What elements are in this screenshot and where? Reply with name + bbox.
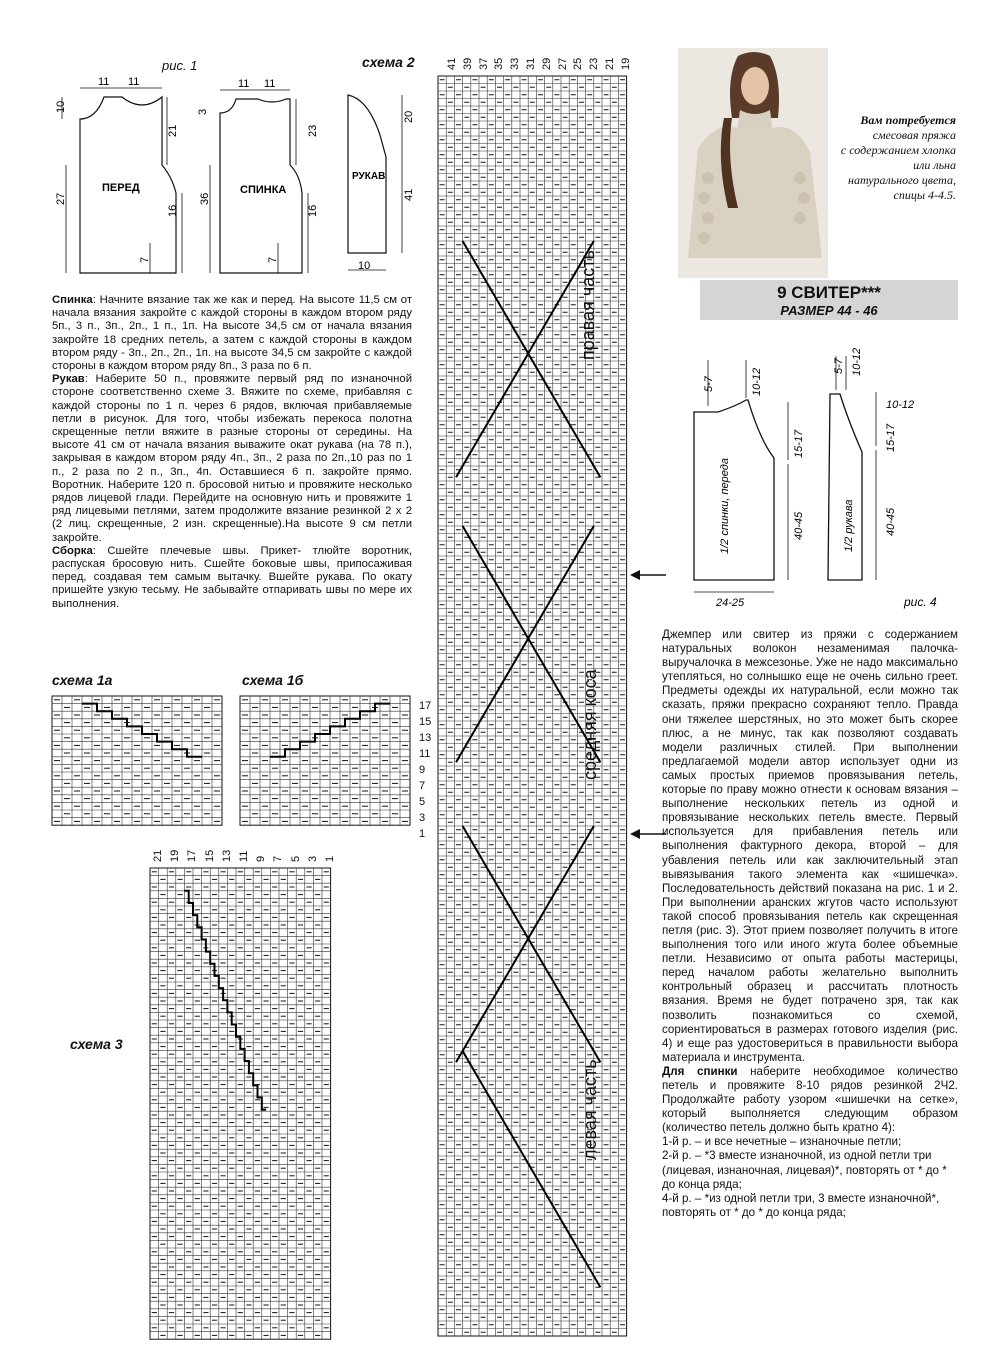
materials-title: Вам потребуется bbox=[860, 113, 956, 127]
row-number: 17 bbox=[419, 700, 432, 712]
r4-sleeve-dim-b: 10-12 bbox=[851, 347, 863, 376]
scheme-1b-caption: схема 1б bbox=[242, 672, 304, 688]
back-dim-height: 36 bbox=[199, 192, 211, 205]
ris4-caption: рис. 4 bbox=[904, 595, 937, 609]
row-number: 9 bbox=[419, 764, 426, 776]
materials-line: с содержанием хлопка bbox=[840, 143, 956, 157]
r4-sleeve-dim-a: 5-7 bbox=[833, 358, 845, 374]
sleeve-label: РУКАВ bbox=[352, 171, 386, 182]
column-number: 11 bbox=[238, 850, 250, 862]
schema2-caption: схема 2 bbox=[362, 54, 415, 70]
scheme-3-column-numbers bbox=[152, 846, 336, 864]
scheme-3-chart bbox=[148, 866, 338, 1341]
scheme-1a-caption: схема 1а bbox=[52, 672, 113, 688]
scheme-2-chart bbox=[436, 74, 636, 1344]
column-number: 21 bbox=[604, 57, 616, 70]
back-dim-bottom: 7 bbox=[267, 256, 279, 263]
row-instruction: 4-й р. – *из одной петли три, 3 вместе изнаночной*, повторять от * до * до конца ряда; bbox=[662, 1191, 940, 1219]
r4-sleeve-dim-c: 10-12 bbox=[886, 399, 915, 411]
scheme-1-row-numbers bbox=[419, 700, 431, 840]
back-paragraph: Для спинки наберите необходимое количество петель и провяжите 8-10 рядов резинкой 2Ч2. Продолжайте работу узором «шишечки на сетке», который выполняется следующим образом (количество петель должно быть кратно 4): bbox=[662, 1064, 958, 1135]
r4-sleeve-dim-e: 40-45 bbox=[885, 507, 897, 536]
column-number: 29 bbox=[540, 57, 553, 70]
r4-front-dim-a: 5-7 bbox=[703, 376, 715, 392]
pattern-title: 9 СВИТЕР*** bbox=[777, 283, 881, 302]
front-dim-top2: 11 bbox=[128, 76, 140, 88]
left-instructions bbox=[52, 294, 412, 611]
column-number: 27 bbox=[556, 57, 569, 70]
arrow-marker-upper bbox=[630, 568, 666, 582]
back-dim-top2: 11 bbox=[264, 78, 276, 90]
row-number: 1 bbox=[419, 828, 426, 840]
column-number: 35 bbox=[493, 57, 506, 70]
label-right-part: правая часть bbox=[578, 250, 598, 360]
column-number: 19 bbox=[169, 849, 182, 862]
column-number: 1 bbox=[324, 855, 336, 862]
row-number: 3 bbox=[419, 812, 426, 824]
column-number: 39 bbox=[461, 57, 474, 70]
column-number: 13 bbox=[220, 849, 233, 862]
scheme-1b-chart bbox=[238, 692, 414, 832]
r4-front-dim-b: 10-12 bbox=[751, 367, 763, 396]
back-dim-lower: 16 bbox=[307, 204, 319, 217]
title-box bbox=[700, 280, 958, 320]
pattern-pieces-diagram bbox=[50, 75, 430, 290]
r4-front-dim-w: 24-25 bbox=[716, 597, 745, 609]
column-number: 23 bbox=[588, 57, 601, 70]
half-front-outline bbox=[694, 400, 774, 580]
sleeve-dim-top: 20 bbox=[403, 110, 415, 123]
sleeve-dim-side: 41 bbox=[403, 188, 415, 201]
column-number: 33 bbox=[509, 57, 522, 70]
half-front-label: 1/2 спинки, переда bbox=[719, 458, 731, 554]
intro-paragraph: Джемпер или свитер из пряжи с содержанием натуральных волокон незаменимая палочка-выручалочка в межсезонье. Уже не надо максимально утепляться, но солнышко еще не очень сильно греет. Предметы одежды их натуральной, если можно так сказать, пряжи прекрасно сохраняют тепло. Правда они тяжелее шерстяных, но это может быть скорее плюс, а не минус, так как позволяют создавать модели различных стилей. При выполнении предлагаемой модели автор использует одни из самых простых приемов провязывания петель, которые по праву можно отнести к основам вязания – выполнение нескольких петель из одной и провязывание нескольких петель вместе. Первый используется для прибавления петель или выполнения фактурного декора, второй – для убавления петель или как заключительный этап вывязывания такого элемента как «шишечка». Последовательность действий показана на рис. 1 и 2. При выполнении аранских жгутов часто используют такой способ провязывания петель как скрещенная петля (рис. 3). Этот прием позволяет получить в итоге выполнения того или иного жгута более объемные петли. Независимо от опыта работы мастерицы, перед началом работы желательно выполнить контрольный образец и рассчитать плотность вязания. Время не будет потрачено зря, так как позволить познакомиться со схемой, сориентироваться в размерах готового изделия (рис. 4) и еще раз удостовериться в правильности выбора материала и инструмента. bbox=[662, 628, 958, 1064]
right-description bbox=[662, 628, 958, 1220]
column-number: 17 bbox=[186, 849, 199, 862]
column-number: 5 bbox=[289, 855, 302, 862]
back-dim-side: 23 bbox=[307, 124, 319, 137]
back-label: СПИНКА bbox=[240, 184, 287, 196]
front-label: ПЕРЕД bbox=[102, 182, 140, 194]
model-photo bbox=[678, 48, 828, 278]
scheme-1a-chart bbox=[50, 692, 230, 832]
row-number: 11 bbox=[419, 748, 431, 760]
front-dim-lower: 16 bbox=[167, 204, 179, 217]
column-number: 7 bbox=[272, 855, 285, 862]
figure-4-diagram bbox=[670, 340, 970, 620]
column-number: 3 bbox=[306, 855, 319, 862]
row-instruction: 2-й р. – *3 вместе изнаночной, из одной петли три (лицевая, изнаночная, лицевая)*, повторять от * до * до конца ряда; bbox=[662, 1149, 947, 1191]
column-number: 25 bbox=[572, 57, 585, 70]
label-middle-cable: средняя коса bbox=[580, 669, 600, 780]
row-instruction: 1-й р. – и все нечетные – изнаночные петли; bbox=[662, 1135, 902, 1149]
r4-front-dim-c: 15-17 bbox=[793, 429, 805, 458]
front-dim-height: 27 bbox=[55, 192, 67, 205]
back-dim-neck: 3 bbox=[197, 108, 209, 115]
front-dim-neck: 10 bbox=[55, 100, 67, 113]
scheme-2-column-numbers bbox=[446, 50, 636, 72]
label-left-part: левая часть bbox=[580, 1059, 600, 1160]
front-dim-side: 21 bbox=[167, 124, 179, 137]
column-number: 21 bbox=[152, 849, 164, 862]
paragraph-assembly: Сборка: Сшейте плечевые швы. Прикет- тлюйте воротник, распуская бросовую нить. Сшейте боковые швы, припосаживая перед, создавая тем самым вытачку. Вшейте рукава. По окату пришейте узкую тесьму. Не забывайте отпаривать швы по мере их выполнения. bbox=[52, 544, 412, 610]
front-dim-top1: 11 bbox=[98, 76, 110, 88]
paragraph-back: Спинка: Начните вязание так же как и перед. На высоте 11,5 см от начала вязания закройте с каждой стороны в каждом втором ряду 5п., 3 п., 3п., 2п., 1 п., 1п. На высоте 34,5 см от начала вязания закройте 18 средних петель, а затем с каждой стороны в каждом втором ряду - 3п., 2п., 2п., 1п. на высоте 34,5 см закройте с каждой стороны в каждом втором ряду 8п., 3 раза по 6 п. bbox=[52, 294, 412, 373]
back-dim-top1: 11 bbox=[238, 78, 250, 90]
column-number: 15 bbox=[203, 849, 216, 862]
column-number: 37 bbox=[477, 57, 490, 70]
sleeve-dim-bottom: 10 bbox=[358, 260, 371, 272]
front-dim-bottom: 7 bbox=[139, 256, 151, 263]
row-number: 13 bbox=[419, 732, 432, 744]
paragraph-sleeve: Рукав: Наберите 50 п., провяжите первый ряд по изнаночной стороне соответственно схеме 3. Вяжите по схеме, прибавляя с каждой стороны по 1 п. через 6 рядов, включая прибавляемые петли в рисунок. Для того, чтобы избежать перекоса полотна скрещенные петли вяжите в разные стороны от середины. На высоте 41 см от начала вязания выважите окат рукава (на 78 п.), закрывая в каждом втором ряду 4п., 3п., 2 раза по 2п.,10 раз по 1 п., 2 раза по 2 п., 3п., 4п. Оставшиеся 6 п. закройте прямо. Воротник. Наберите 120 п. бросовой нитью и провяжите несколько рядов лицевой глади. Перейдите на основную нить и провяжите 1 ряд лицевыми петлями, затем продолжите вязание резинкой 2 х 2 (2 лиц. скрещенные, 2 изн. скрещенные).На высоте 9 см петли закройте. bbox=[52, 373, 412, 544]
pattern-size: РАЗМЕР 44 - 46 bbox=[780, 303, 878, 318]
r4-front-dim-d: 40-45 bbox=[793, 511, 805, 540]
materials-line: смесовая пряжа bbox=[872, 128, 956, 142]
row-number: 7 bbox=[419, 780, 426, 792]
scheme-3-caption: схема 3 bbox=[70, 1036, 123, 1052]
materials-line: или льна bbox=[913, 158, 956, 172]
row-number: 15 bbox=[419, 716, 432, 728]
materials-line: спицы 4-4.5. bbox=[893, 188, 956, 202]
column-number: 31 bbox=[525, 57, 537, 70]
half-sleeve-label: 1/2 рукава bbox=[843, 499, 855, 552]
row-number: 5 bbox=[419, 796, 426, 808]
arrow-marker-lower bbox=[630, 827, 666, 841]
column-number: 9 bbox=[255, 855, 268, 862]
column-number: 19 bbox=[619, 57, 632, 70]
materials-block bbox=[810, 113, 956, 203]
materials-line: натурального цвета, bbox=[847, 173, 956, 187]
ris1-caption: рис. 1 bbox=[162, 58, 198, 73]
column-number: 41 bbox=[446, 57, 458, 70]
r4-sleeve-dim-d: 15-17 bbox=[885, 423, 897, 452]
